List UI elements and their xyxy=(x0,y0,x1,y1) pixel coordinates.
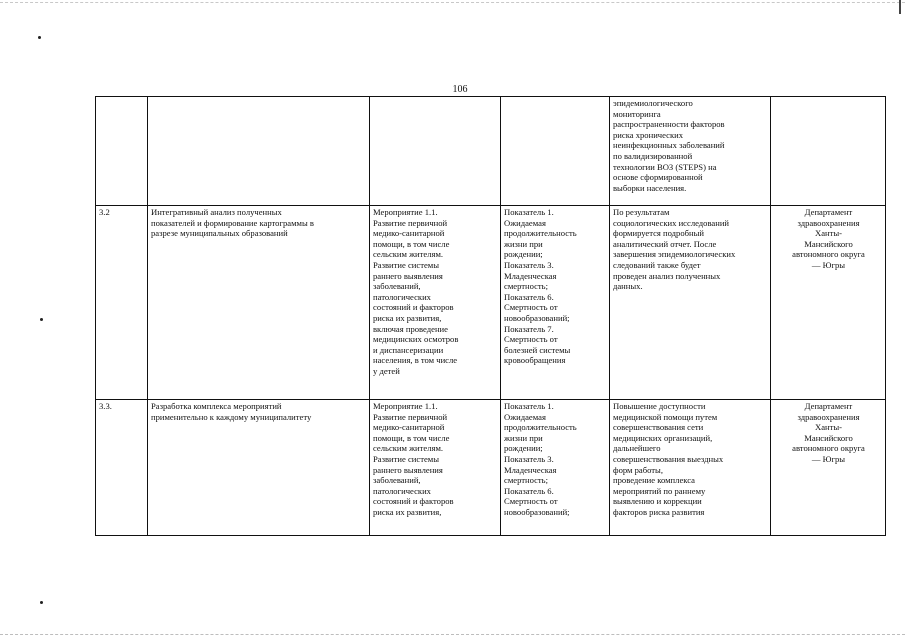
event-cell: Мероприятие 1.1. Развитие первичной медико-санитарной помощи, в том числе сельским жителям. Развитие системы раннего выявления заболеваний, патологических состояний и факторов риска их развития, xyxy=(370,400,501,536)
scan-edge-mark xyxy=(899,0,901,14)
result-cell: эпидемиологического мониторинга распространенности факторов риска хронических неинфекционных заболеваний по валидизированной технологии ВОЗ (STEPS) на основе сформированной выборки населения. xyxy=(610,97,771,206)
scan-speck xyxy=(40,318,43,321)
event-cell: Мероприятие 1.1. Развитие первичной медико-санитарной помощи, в том числе сельским жителям. Развитие системы раннего выявления заболеваний, патологических состояний и факторов риска их развития, включая проведение медицинских осмотров и диспансеризации населения, в том числе у детей xyxy=(370,206,501,400)
indicators-cell: Показатель 1. Ожидаемая продолжительность жизни при рождении; Показатель 3. Младенческая смертность; Показатель 6. Смертность от новообразований; xyxy=(501,400,610,536)
row-number-cell: 3.2 xyxy=(96,206,148,400)
measures-table xyxy=(95,96,886,536)
responsible-cell xyxy=(771,97,886,206)
scan-speck xyxy=(38,36,41,39)
scan-edge-bottom xyxy=(0,634,905,636)
indicators-cell xyxy=(501,97,610,206)
scan-edge-top xyxy=(0,2,905,4)
event-cell xyxy=(370,97,501,206)
scan-speck xyxy=(40,601,43,604)
row-number-cell xyxy=(96,97,148,206)
result-cell: Повышение доступности медицинской помощи путем совершенствования сети медицинских организаций, дальнейшего совершенствования выездных форм работы, проведение комплекса мероприятий по раннему выявлению и коррекции факторов риска развития xyxy=(610,400,771,536)
responsible-cell: Департамент здравоохранения Ханты- Мансийского автономного округа — Югры xyxy=(771,400,886,536)
table-row xyxy=(96,97,886,206)
table-row xyxy=(96,400,886,536)
responsible-cell: Департамент здравоохранения Ханты- Мансийского автономного округа — Югры xyxy=(771,206,886,400)
indicators-cell: Показатель 1. Ожидаемая продолжительность жизни при рождении; Показатель 3. Младенческая смертность; Показатель 6. Смертность от новообразований; Показатель 7. Смертность от болезней системы кровообращения xyxy=(501,206,610,400)
table-row xyxy=(96,206,886,400)
task-cell: Разработка комплекса мероприятий применительно к каждому муниципалитету xyxy=(148,400,370,536)
task-cell: Интегративный анализ полученных показателей и формирование картограммы в разрезе муниципальных образований xyxy=(148,206,370,400)
page-number: 106 xyxy=(452,84,468,95)
row-number-cell: 3.3. xyxy=(96,400,148,536)
result-cell: По результатам социологических исследований формируется подробный аналитический отчет. После завершения эпидемиологических следований также будет проведен анализ полученных данных. xyxy=(610,206,771,400)
task-cell xyxy=(148,97,370,206)
